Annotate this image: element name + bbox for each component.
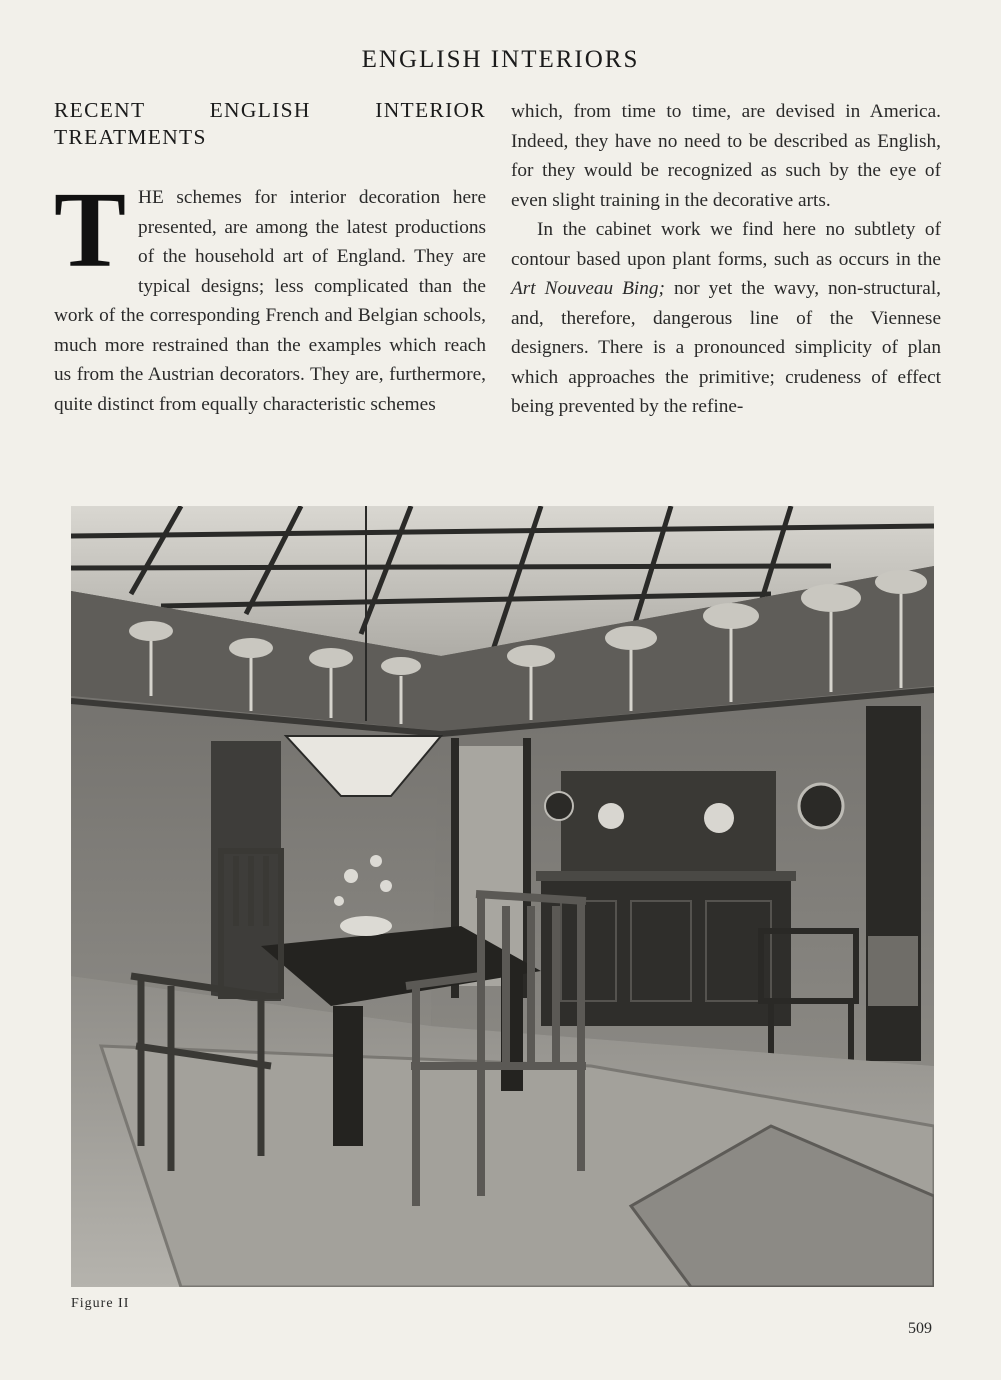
paragraph-2-text-b: nor yet the wavy, non-structural, and, therefore, dangerous line of the Viennese designers. There is a pronounced simplicity of plan which approaches the primitive; crudeness of effect being prevented by the refine- [511,278,941,417]
paragraph-2-text-a: In the cabinet work we find here no subtlety of contour based upon plant forms, such as occurs in the [511,219,941,270]
dining-room-photo-illustration [71,506,934,1287]
curtain [866,706,921,1061]
paragraph-1 [54,171,486,419]
article-title [54,97,486,151]
paragraph-2-italic: Art Nouveau Bing; [511,278,665,299]
text-column-left [54,97,486,419]
drop-cap: T [54,171,127,290]
article-title-line-1: RECENT ENGLISH INTERIOR [54,98,486,122]
text-column-right [511,97,941,422]
round-mirror [799,784,843,828]
flower-bowl [340,916,392,936]
running-head: ENGLISH INTERIORS [361,46,640,73]
paragraph-2 [511,215,941,422]
figure-caption: Figure II [71,1296,130,1311]
article-title-line-2: TREATMENTS [54,125,207,149]
interior-photograph [71,506,934,1287]
dresser-upper [561,771,776,881]
paragraph-1-text: HE schemes for interior decoration here presented, are among the latest productions of the household art of England. They are typical designs; less complicated than the work of the corresponding French and Belgian schools, much more restrained than the examples which reach us from the Austrian decorators. They are, furthermore, quite distinct from equally characteristic schemes [54,187,486,415]
paragraph-continued: which, from time to time, are devised in America. Indeed, they have no need to be described as English, for they would be recognized as such by the eye of even slight training in the decorative arts. [511,101,941,211]
page-number: 509 [908,1320,932,1337]
